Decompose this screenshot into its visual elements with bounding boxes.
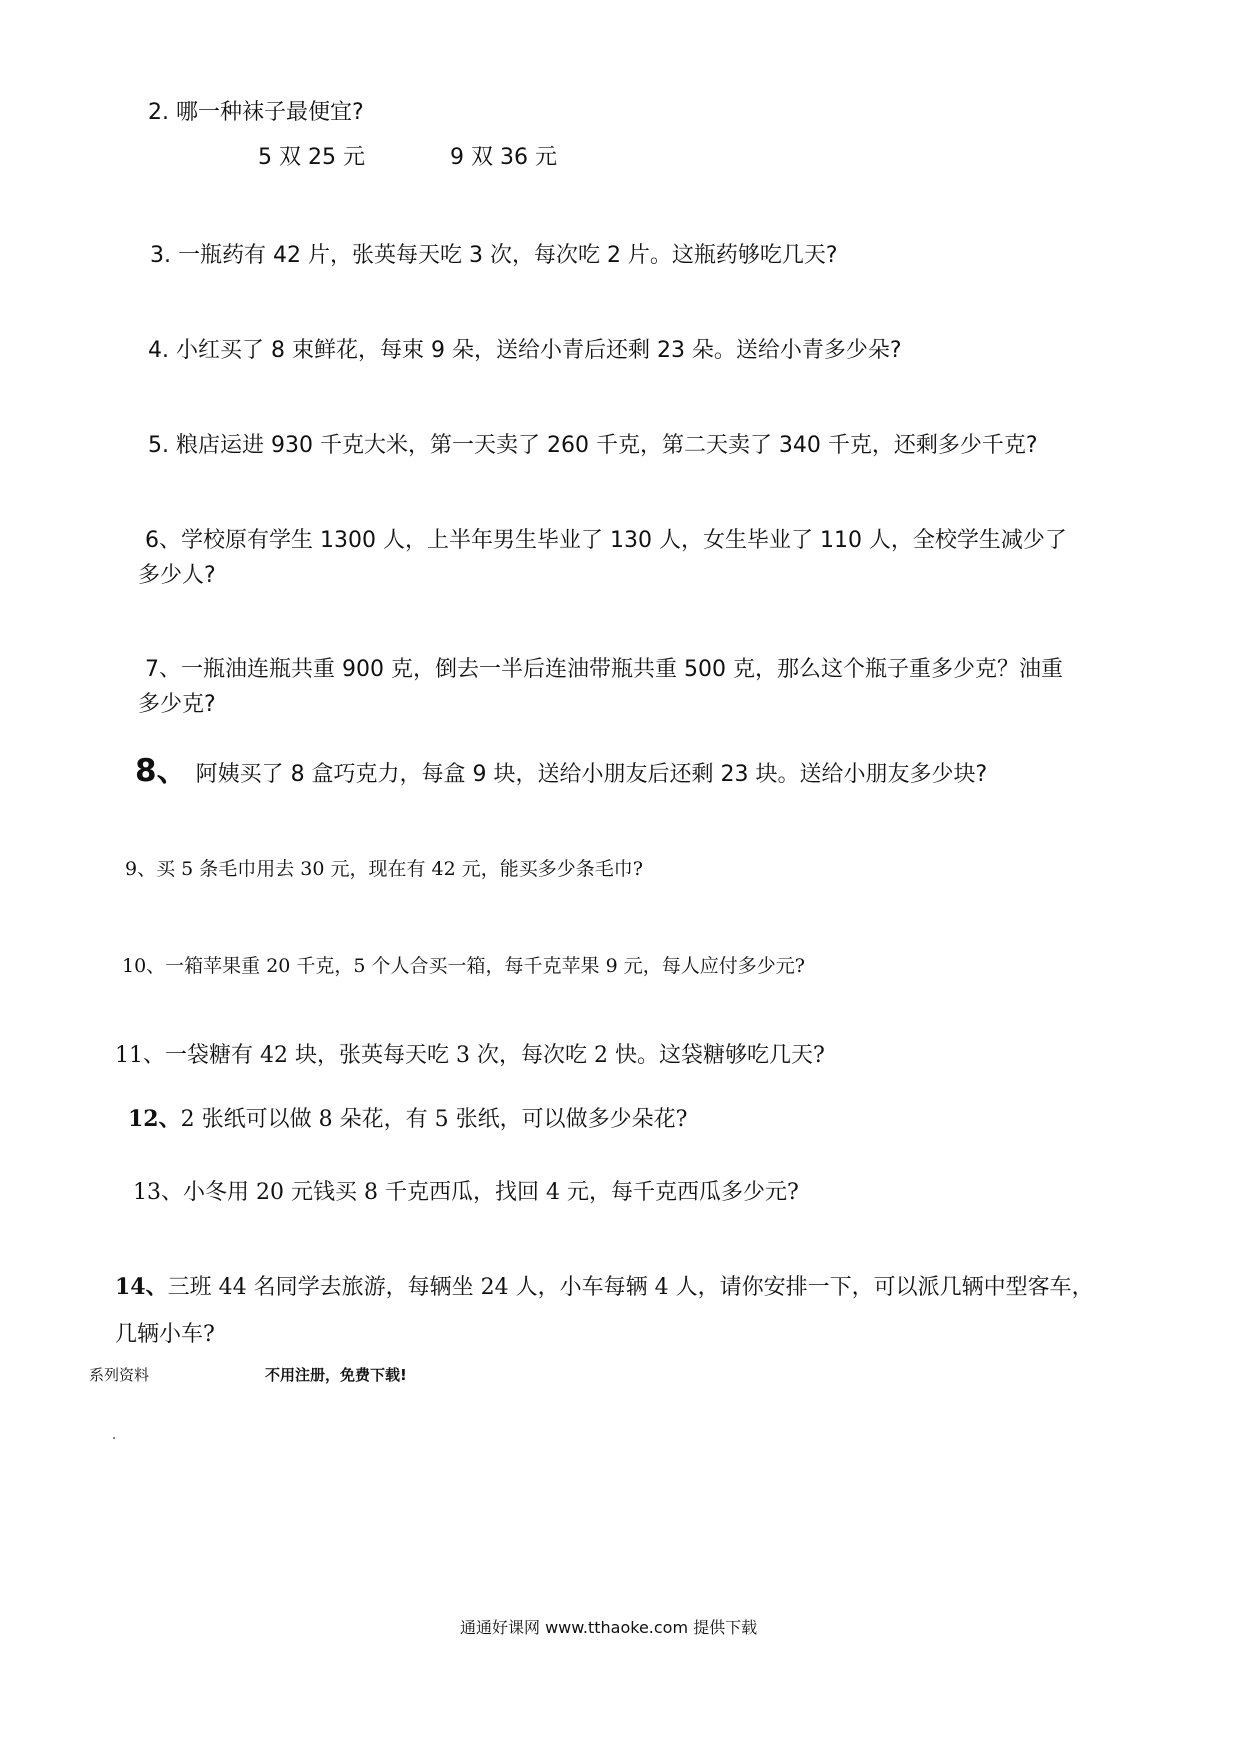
- question-12-text: 2 张纸可以做 8 朵花，有 5 张纸，可以做多少朵花?: [180, 1107, 688, 1132]
- question-6-line-1: 6、学校原有学生 1300 人，上半年男生毕业了 130 人，女生毕业了 110 人，全校学生减少了: [145, 528, 1067, 553]
- question-11: 11、一袋糖有 42 块，张英每天吃 3 次，每次吃 2 快。这袋糖够吃几天?: [115, 1043, 825, 1068]
- question-9: 9、买 5 条毛巾用去 30 元，现在有 42 元，能买多少条毛巾?: [125, 858, 643, 880]
- question-10: 10、一箱苹果重 20 千克，5 个人合买一箱，每千克苹果 9 元，每人应付多少元?: [122, 955, 805, 977]
- question-2: 2. 哪一种袜子最便宜?: [148, 100, 364, 125]
- question-2-option-b: 9 双 36 元: [450, 145, 557, 170]
- question-2-option-a: 5 双 25 元: [258, 145, 365, 170]
- question-12-number: 12、: [128, 1106, 181, 1132]
- question-4: 4. 小红买了 8 束鲜花，每束 9 朵，送给小青后还剩 23 朵。送给小青多少朵?: [148, 338, 902, 363]
- free-download-note: 不用注册，免费下载!: [265, 1366, 407, 1384]
- question-7-line-2: 多少克?: [138, 692, 216, 717]
- footer-text: 通通好课网 www.tthaoke.com 提供下载: [460, 1618, 758, 1637]
- question-14-line-2: 几辆小车?: [115, 1322, 215, 1347]
- question-13: 13、小冬用 20 元钱买 8 千克西瓜，找回 4 元，每千克西瓜多少元?: [133, 1180, 799, 1205]
- series-note: 系列资料: [89, 1366, 150, 1384]
- question-14-text: 三班 44 名同学去旅游，每辆坐 24 人，小车每辆 4 人，请你安排一下，可以派几辆中型客车，: [167, 1275, 1094, 1300]
- question-14-number: 14、: [115, 1274, 168, 1300]
- question-8-number: 8、: [135, 753, 188, 789]
- question-8: [135, 745, 987, 790]
- question-6-line-2: 多少人?: [138, 563, 216, 588]
- question-3: 3. 一瓶药有 42 片，张英每天吃 3 次，每次吃 2 片。这瓶药够吃几天?: [150, 243, 838, 268]
- question-5: 5. 粮店运进 930 千克大米，第一天卖了 260 千克，第二天卖了 340 千克，还剩多少千克?: [148, 433, 1038, 458]
- question-12: [128, 1102, 687, 1133]
- question-14-line-1: [115, 1270, 1094, 1301]
- question-7-line-1: 7、一瓶油连瓶共重 900 克，倒去一半后连油带瓶共重 500 克，那么这个瓶子重多少克？油重: [145, 657, 1063, 682]
- question-8-text: 阿姨买了 8 盒巧克力，每盒 9 块，送给小朋友后还剩 23 块。送给小朋友多少块?: [195, 762, 988, 787]
- scan-speck: [113, 1437, 115, 1439]
